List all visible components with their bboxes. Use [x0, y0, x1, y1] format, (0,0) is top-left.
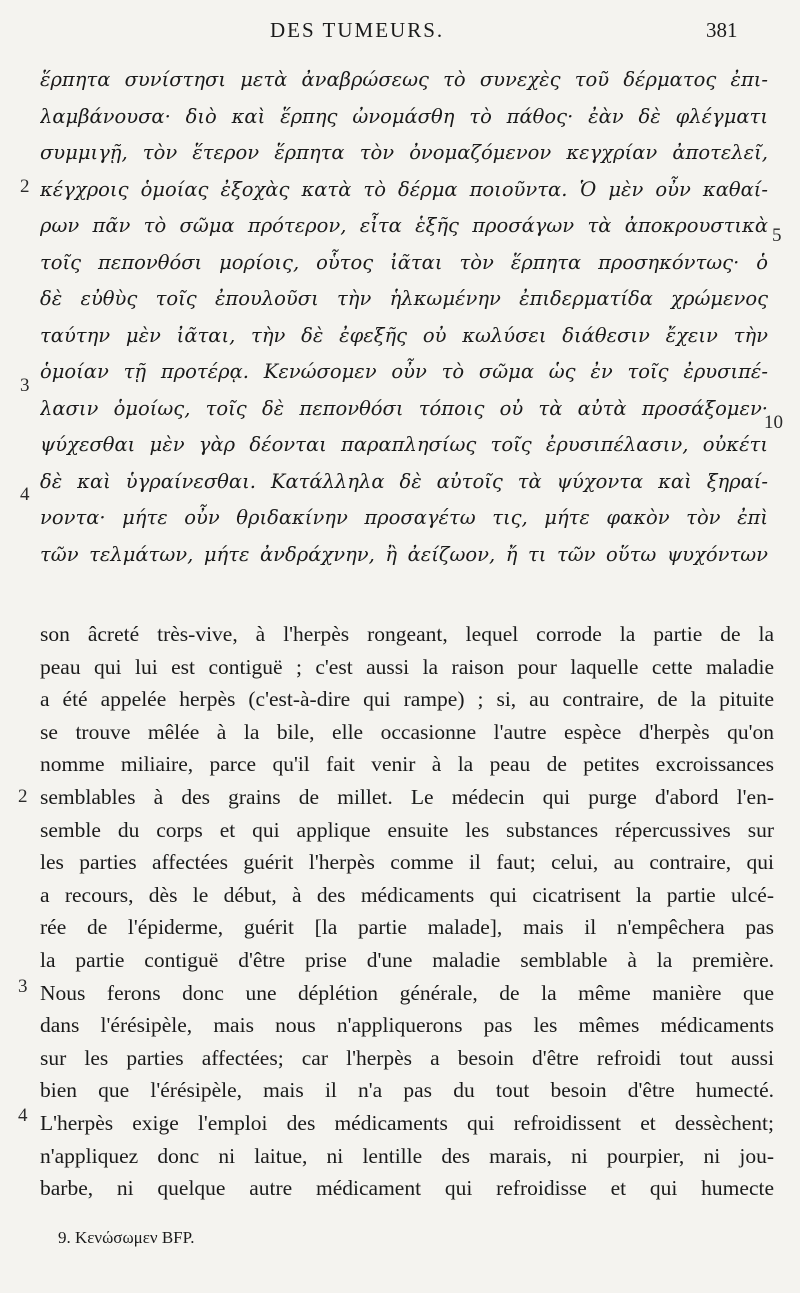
greek-line: λαμβάνουσα· διὸ καὶ ἕρπης ὠνομάσθη τὸ πάθος· ἐὰν δὲ φλέγματι: [40, 104, 768, 128]
greek-line: ταύτην μὲν ἰᾶται, τὴν δὲ ἐφεξῆς οὐ κωλύσει διάθεσιν ἔχειν τὴν: [40, 323, 768, 347]
french-section-number: 2: [18, 786, 28, 807]
greek-line: κέγχροις ὁμοίας ἐξοχὰς κατὰ τὸ δέρμα ποιοῦντα. Ὁ μὲν οὖν καθαί-: [40, 177, 768, 201]
french-text-block: [40, 618, 774, 1205]
french-line: se trouve mêlée à la bile, elle occasionne l'autre espèce d'herpès qu'on: [40, 719, 774, 744]
greek-line: ρων πᾶν τὸ σῶμα πρότερον, εἶτα ἑξῆς προσάγων τὰ ἀποκρουστικὰ: [40, 214, 768, 237]
running-head: DES TUMEURS.: [270, 18, 445, 42]
french-line: a recours, dès le début, à des médicaments qui cicatrisent la partie ulcé-: [40, 882, 774, 907]
greek-line: ὁμοίαν τῇ προτέρᾳ. Κενώσομεν οὖν τὸ σῶμα ὡς ἐν τοῖς ἐρυσιπέ-: [40, 360, 768, 383]
french-line: bien que l'érésipèle, mais il n'a pas du tout besoin d'être humecté.: [40, 1078, 774, 1103]
greek-text-block: [40, 62, 768, 573]
french-line: rée de l'épiderme, guérit [la partie malade], mais il n'empêchera pas: [40, 915, 774, 940]
greek-section-number: 4: [20, 484, 30, 505]
french-line: dans l'érésipèle, mais nous n'appliquerons pas les mêmes médicaments: [40, 1013, 774, 1038]
french-line: semblables à des grains de millet. Le médecin qui purge d'abord l'en-: [40, 784, 774, 809]
french-line: peau qui lui est contiguë ; c'est aussi la raison pour laquelle cette maladie: [40, 654, 774, 679]
footnote: 9. Κενώσωμεν BFP.: [58, 1228, 195, 1247]
french-line: les parties affectées guérit l'herpès comme il faut; celui, au contraire, qui: [40, 850, 774, 875]
greek-section-number: 2: [20, 176, 30, 197]
greek-line: δὲ καὶ ὑγραίνεσθαι. Κατάλληλα δὲ αὐτοῖς τὰ ψύχοντα καὶ ξηραί-: [40, 469, 768, 493]
greek-line: λασιν ὁμοίως, τοῖς δὲ πεπονθόσι τόποις οὐ τὰ αὐτὰ προσάξομεν·: [40, 396, 768, 420]
greek-margin-line-number: 5: [772, 225, 782, 246]
greek-line: τῶν τελμάτων, μήτε ἀνδράχνην, ἢ ἀείζωον, ἤ τι τῶν οὕτω ψυχόντων: [40, 542, 768, 566]
greek-line: τοῖς πεπονθόσι μορίοις, οὗτος ἰᾶται τὸν ἕρπητα προσηκόντως· ὁ: [40, 250, 768, 274]
greek-line: συμμιγῇ, τὸν ἕτερον ἕρπητα τὸν ὀνομαζόμενον κεγχρίαν ἀποτελεῖ,: [40, 141, 768, 164]
french-line: Nous ferons donc une déplétion générale, de la même manière que: [40, 980, 774, 1005]
french-line: n'appliquez donc ni laitue, ni lentille des marais, ni pourpier, ni jou-: [40, 1143, 774, 1168]
greek-section-number: 3: [20, 375, 30, 396]
page-number: 381: [706, 18, 738, 42]
greek-line: νοντα· μήτε οὖν θριδακίνην προσαγέτω τις, μήτε φακὸν τὸν ἐπὶ: [40, 506, 768, 529]
french-section-number: 3: [18, 976, 28, 997]
french-line: barbe, ni quelque autre médicament qui refroidisse et qui humecte: [40, 1176, 774, 1201]
french-line: la partie contiguë d'être prise d'une maladie semblable à la première.: [40, 947, 774, 972]
greek-margin-line-number: 10: [764, 412, 783, 433]
french-line: son âcreté très-vive, à l'herpès rongeant, lequel corrode la partie de la: [40, 622, 774, 646]
greek-line: ψύχεσθαι μὲν γὰρ δέονται παραπλησίως τοῖς ἐρυσιπέλασιν, οὐκέτι: [40, 433, 768, 456]
french-section-number: 4: [18, 1105, 28, 1126]
french-line: nomme miliaire, parce qu'il fait venir à la peau de petites excroissances: [40, 752, 774, 777]
french-line: L'herpès exige l'emploi des médicaments qui refroidissent et dessèchent;: [40, 1110, 774, 1135]
page-header: [0, 18, 800, 48]
greek-line: δὲ εὐθὺς τοῖς ἐπουλοῦσι τὴν ἡλκωμένην ἐπιδερματίδα χρώμενος: [40, 287, 768, 310]
french-line: sur les parties affectées; car l'herpès a besoin d'être refroidi tout aussi: [40, 1045, 774, 1070]
greek-line: ἕρπητα συνίστησι μετὰ ἀναβρώσεως τὸ συνεχὲς τοῦ δέρματος ἐπι-: [40, 68, 768, 91]
french-line: semble du corps et qui applique ensuite les substances répercussives sur: [40, 817, 774, 842]
french-line: a été appelée herpès (c'est-à-dire qui rampe) ; si, au contraire, de la pituite: [40, 687, 774, 712]
